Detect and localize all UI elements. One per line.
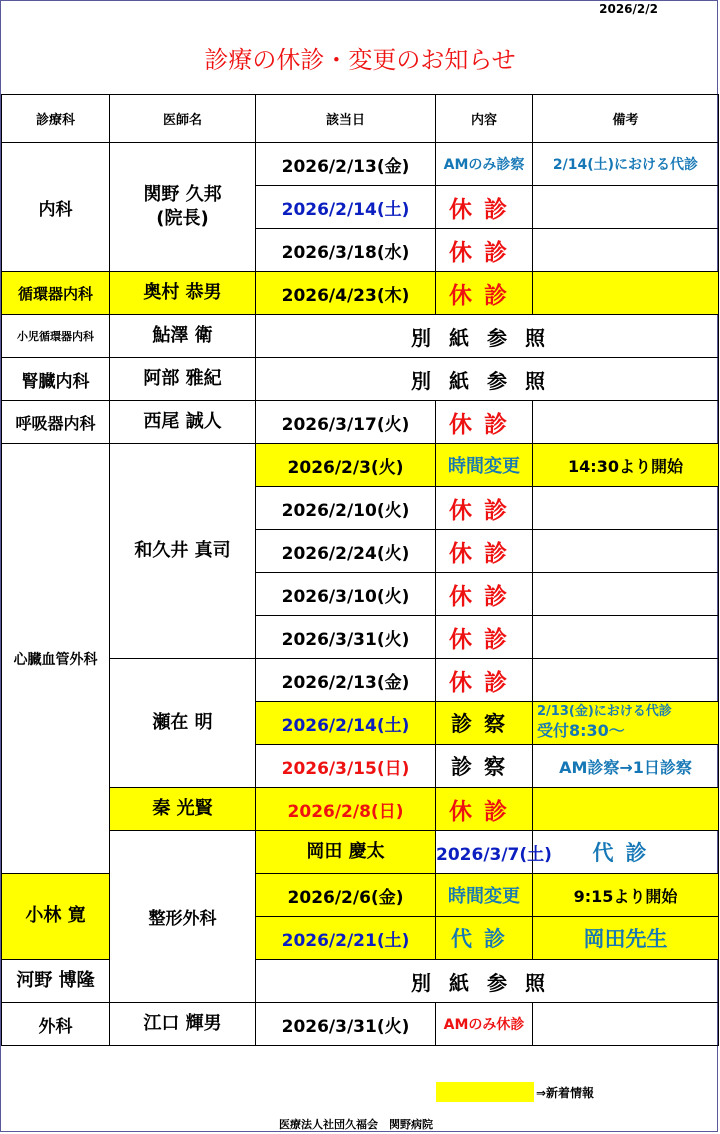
table-row [2,960,719,1003]
date-cell: 2026/2/24(火) [256,530,436,573]
content-cell: 代診 [436,917,533,960]
table-row [2,143,719,186]
dept-cell: 心臓血管外科 [2,444,110,874]
doctor-cell [110,143,256,272]
doctor-cell: 阿部 雅紀 [110,358,256,401]
date-cell: 2026/3/17(火) [256,401,436,444]
date-cell: 2026/2/14(土) [256,186,436,229]
doctor-cell: 鮎澤 衛 [110,315,256,358]
legend-swatch [436,1082,534,1102]
date-cell: 2026/2/3(火) [256,444,436,487]
doctor-cell: 岡田 慶太 [256,831,436,874]
dept-cell: 循環器内科 [2,272,110,315]
date-cell: 2026/3/7(土) [436,831,533,874]
date-cell: 2026/2/13(金) [256,659,436,702]
table-row [2,874,719,917]
doctor-name: 関野 久邦 [143,183,222,205]
table-row [2,401,719,444]
footer-org: 医療法人社団久福会 関野病院 [279,1118,433,1131]
doctor-cell: 瀬在 明 [110,659,256,788]
note-cell: 14:30より開始 [533,444,719,487]
note-cell [533,788,719,831]
header-dept: 診療科 [2,95,110,143]
see-attachment-cell: 別紙参照 [256,358,719,401]
content-cell: 休診 [436,186,533,229]
dept-cell: 内科 [2,143,110,272]
see-attachment-cell: 別紙参照 [256,960,719,1003]
note-cell [533,702,719,745]
date-cell: 2026/3/15(日) [256,745,436,788]
date-cell: 2026/3/31(火) [256,616,436,659]
issue-date: 2026/2/2 [599,2,658,16]
table-row [2,444,719,487]
date-cell: 2026/3/18(水) [256,229,436,272]
content-cell: 休診 [436,530,533,573]
see-attachment-cell: 別紙参照 [256,315,719,358]
doctor-cell: 河野 博隆 [2,960,110,1003]
date-cell: 2026/2/13(金) [256,143,436,186]
date-cell: 2026/2/8(日) [256,788,436,831]
note-cell [533,1003,719,1046]
note-cell [533,616,719,659]
table-row [2,315,719,358]
doctor-cell: 和久井 真司 [110,444,256,659]
table-row [2,1003,719,1046]
note-cell [533,530,719,573]
date-cell: 2026/2/6(金) [256,874,436,917]
page-title: 診療の休診・変更のお知らせ [204,46,516,74]
table-row [2,831,719,874]
content-cell: 代診 [533,831,719,874]
note-cell: 2/14(土)における代診 [533,143,719,186]
content-cell: AMのみ診察 [436,143,533,186]
note-cell [533,401,719,444]
note-cell: 岡田先生 [533,917,719,960]
doctor-cell: 西尾 誠人 [110,401,256,444]
content-cell: 休診 [436,272,533,315]
content-cell: 時間変更 [436,874,533,917]
dept-cell: 腎臓内科 [2,358,110,401]
dept-cell: 小児循環器内科 [2,315,110,358]
dept-cell: 外科 [2,1003,110,1046]
date-cell: 2026/3/10(火) [256,573,436,616]
date-cell: 2026/2/10(火) [256,487,436,530]
doctor-cell: 江口 輝男 [110,1003,256,1046]
table-row [2,358,719,401]
note-line: 2/13(金)における代診 [537,704,672,720]
note-cell [533,186,719,229]
content-cell: 診察 [436,702,533,745]
note-cell [533,659,719,702]
note-cell [533,229,719,272]
note-cell [533,272,719,315]
table-row [2,272,719,315]
note-line: 受付8:30〜 [537,721,625,741]
header-content: 内容 [436,95,533,143]
header-row [2,95,719,143]
date-cell: 2026/2/21(土) [256,917,436,960]
note-cell: 9:15より開始 [533,874,719,917]
schedule-table [1,94,719,1046]
content-cell: 診察 [436,745,533,788]
date-cell: 2026/3/31(火) [256,1003,436,1046]
content-cell: 時間変更 [436,444,533,487]
doctor-cell: 奥村 恭男 [110,272,256,315]
content-cell: 休診 [436,229,533,272]
note-cell: AM診察→1日診察 [533,745,719,788]
content-cell: 休診 [436,401,533,444]
dept-cell: 呼吸器内科 [2,401,110,444]
note-cell [533,487,719,530]
header-note: 備考 [533,95,719,143]
content-cell: 休診 [436,659,533,702]
date-cell: 2026/2/14(土) [256,702,436,745]
dept-cell: 整形外科 [110,831,256,1003]
content-cell: 休診 [436,616,533,659]
doctor-cell: 小林 寛 [2,874,110,960]
doctor-cell: 秦 光賢 [110,788,256,831]
header-doctor: 医師名 [110,95,256,143]
table-row [2,788,719,831]
doctor-role: (院長) [156,208,209,229]
header-date: 該当日 [256,95,436,143]
content-cell: AMのみ休診 [436,1003,533,1046]
note-cell [533,573,719,616]
legend-label: ⇒新着情報 [536,1086,595,1100]
date-cell: 2026/4/23(木) [256,272,436,315]
content-cell: 休診 [436,573,533,616]
content-cell: 休診 [436,788,533,831]
table-row [2,659,719,702]
content-cell: 休診 [436,487,533,530]
